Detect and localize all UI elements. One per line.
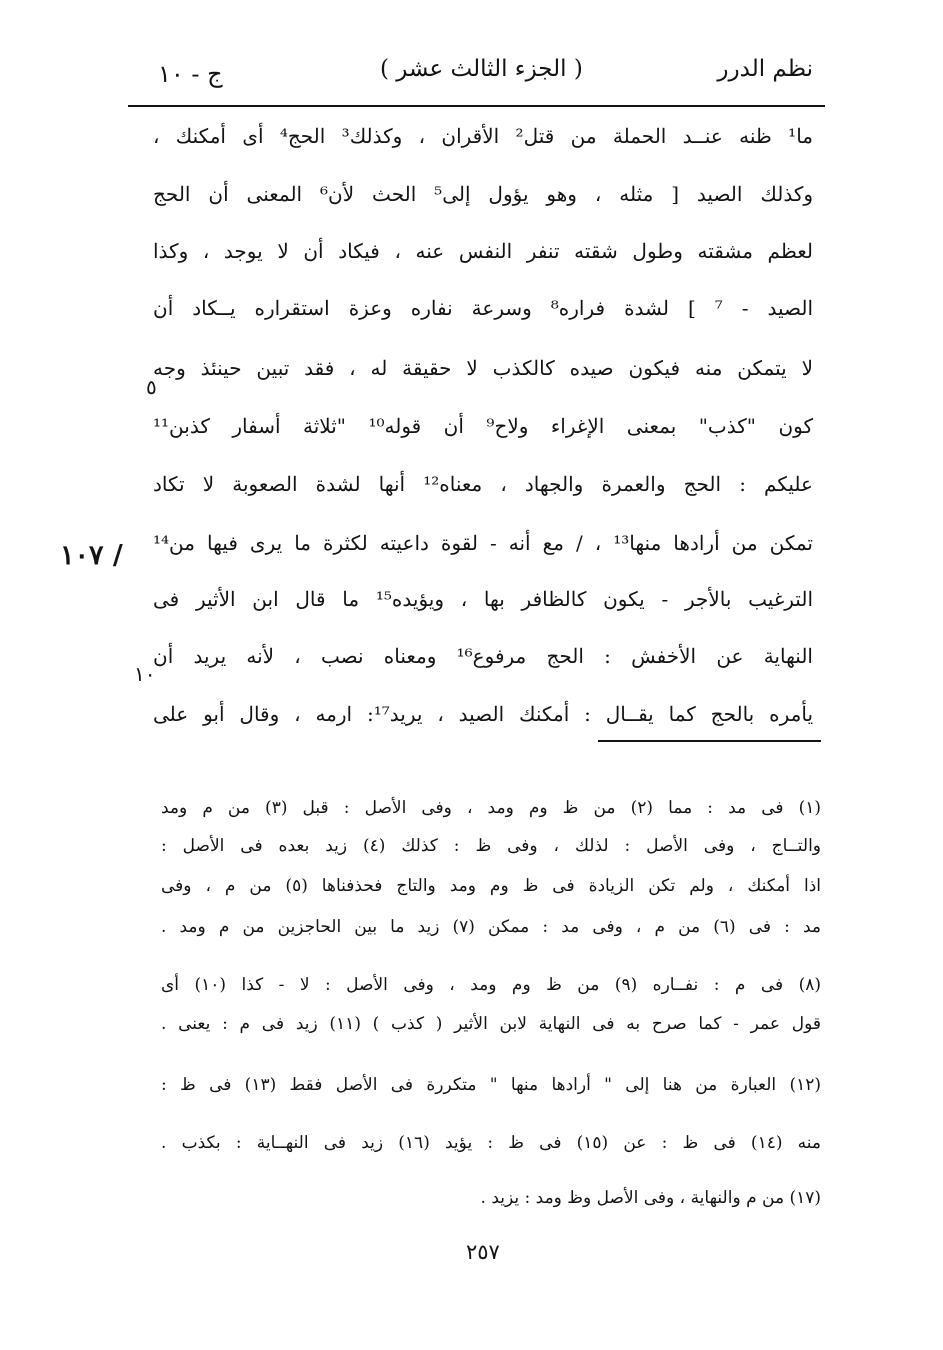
running-title: نظم الدرر <box>717 56 813 82</box>
line-number-5: ٥ <box>146 375 157 399</box>
footnote-line: (١٧) من م والنهاية ، وفى الأصل وظ ومد : يزيد . <box>480 1188 821 1208</box>
text-line: لا يتمكن منه فيكون صيده كالكذب لا حقيقة له ، فقد تبين حينئذ وجه <box>153 356 813 380</box>
text-line: يأمره بالحج كما يقــال : أمكنك الصيد ، يريد¹⁷: ارمه ، وقال أبو على <box>153 702 814 726</box>
text-line: تمكن من أرادها منها¹³ ، / مع أنه - لقوة داعيته لكثرة ما يرى فيها من¹⁴ <box>153 531 813 555</box>
part-label: ( الجزء الثالث عشر ) <box>380 56 583 82</box>
footnote-line: منه (١٤) فى ظ : عن (١٥) فى ظ : يؤيد (١٦) زيد فى النهــاية : بكذب . <box>161 1133 821 1153</box>
manuscript-folio-ref: / ١٠٧ <box>60 540 123 571</box>
text-line: النهاية عن الأخفش : الحج مرفوع¹⁶ ومعناه نصب ، لأنه يريد أن <box>153 644 813 668</box>
footnote-line: قول عمر - كما صرح به فى النهاية لابن الأثير ( كذب ) (١١) زيد فى م : يعنى . <box>161 1014 821 1034</box>
text-line: عليكم : الحج والعمرة والجهاد ، معناه¹² أنها لشدة الصعوبة لا تكاد <box>153 472 813 496</box>
line-number-10: ١٠ <box>134 662 156 686</box>
text-line: وكذلك الصيد [ مثله ، وهو يؤول إلى⁵ الحث لأن⁶ المعنى أن الحج <box>153 182 813 206</box>
footnote-line: (١٢) العبارة من هنا إلى " أرادها منها " متكررة فى الأصل فقط (١٣) فى ظ : <box>161 1075 821 1095</box>
text-line: ما¹ ظنه عنــد الحملة من قتل² الأقران ، وكذلك³ الحج⁴ أى أمكنك ، <box>153 124 813 148</box>
text-line: كون "كذب" بمعنى الإغراء ولاح⁹ أن قوله¹⁰ "ثلاثة أسفار كذبن¹¹ <box>153 414 813 438</box>
volume-label: ج - ١٠ <box>158 60 223 88</box>
footnote-line: (٨) فى م : نفــاره (٩) من ظ وم ومد ، وفى الأصل : لا - كذا (١٠) أى <box>161 975 822 995</box>
text-line: لعظم مشقته وطول شقته تنفر النفس عنه ، فيكاد أن لا يوجد ، وكذا <box>153 239 813 263</box>
footnote-rule <box>598 740 821 742</box>
header-rule <box>128 105 825 107</box>
page-number: ٢٥٧ <box>466 1240 500 1264</box>
footnote-line: والتــاج ، وفى الأصل : لذلك ، وفى ظ : كذلك (٤) زيد بعده فى الأصل : <box>161 836 822 856</box>
footnote-line: (١) فى مد : مما (٢) من ظ وم ومد ، وفى الأصل : قبل (٣) من م ومد <box>161 798 822 818</box>
text-line: الصيد - ⁷ ] لشدة فراره⁸ وسرعة نفاره وعزة استقراره يــكاد أن <box>153 296 814 320</box>
text-line: الترغيب بالأجر - يكون كالظافر بها ، ويؤيده¹⁵ ما قال ابن الأثير فى <box>153 587 813 611</box>
footnote-line: اذا أمكنك ، ولم تكن الزيادة فى ظ وم ومد والتاج فحذفناها (٥) من م ، وفى <box>161 876 821 896</box>
footnote-line: مد : فى (٦) من م ، وفى مد : ممكن (٧) زيد ما بين الحاجزين من م ومد . <box>161 917 821 937</box>
